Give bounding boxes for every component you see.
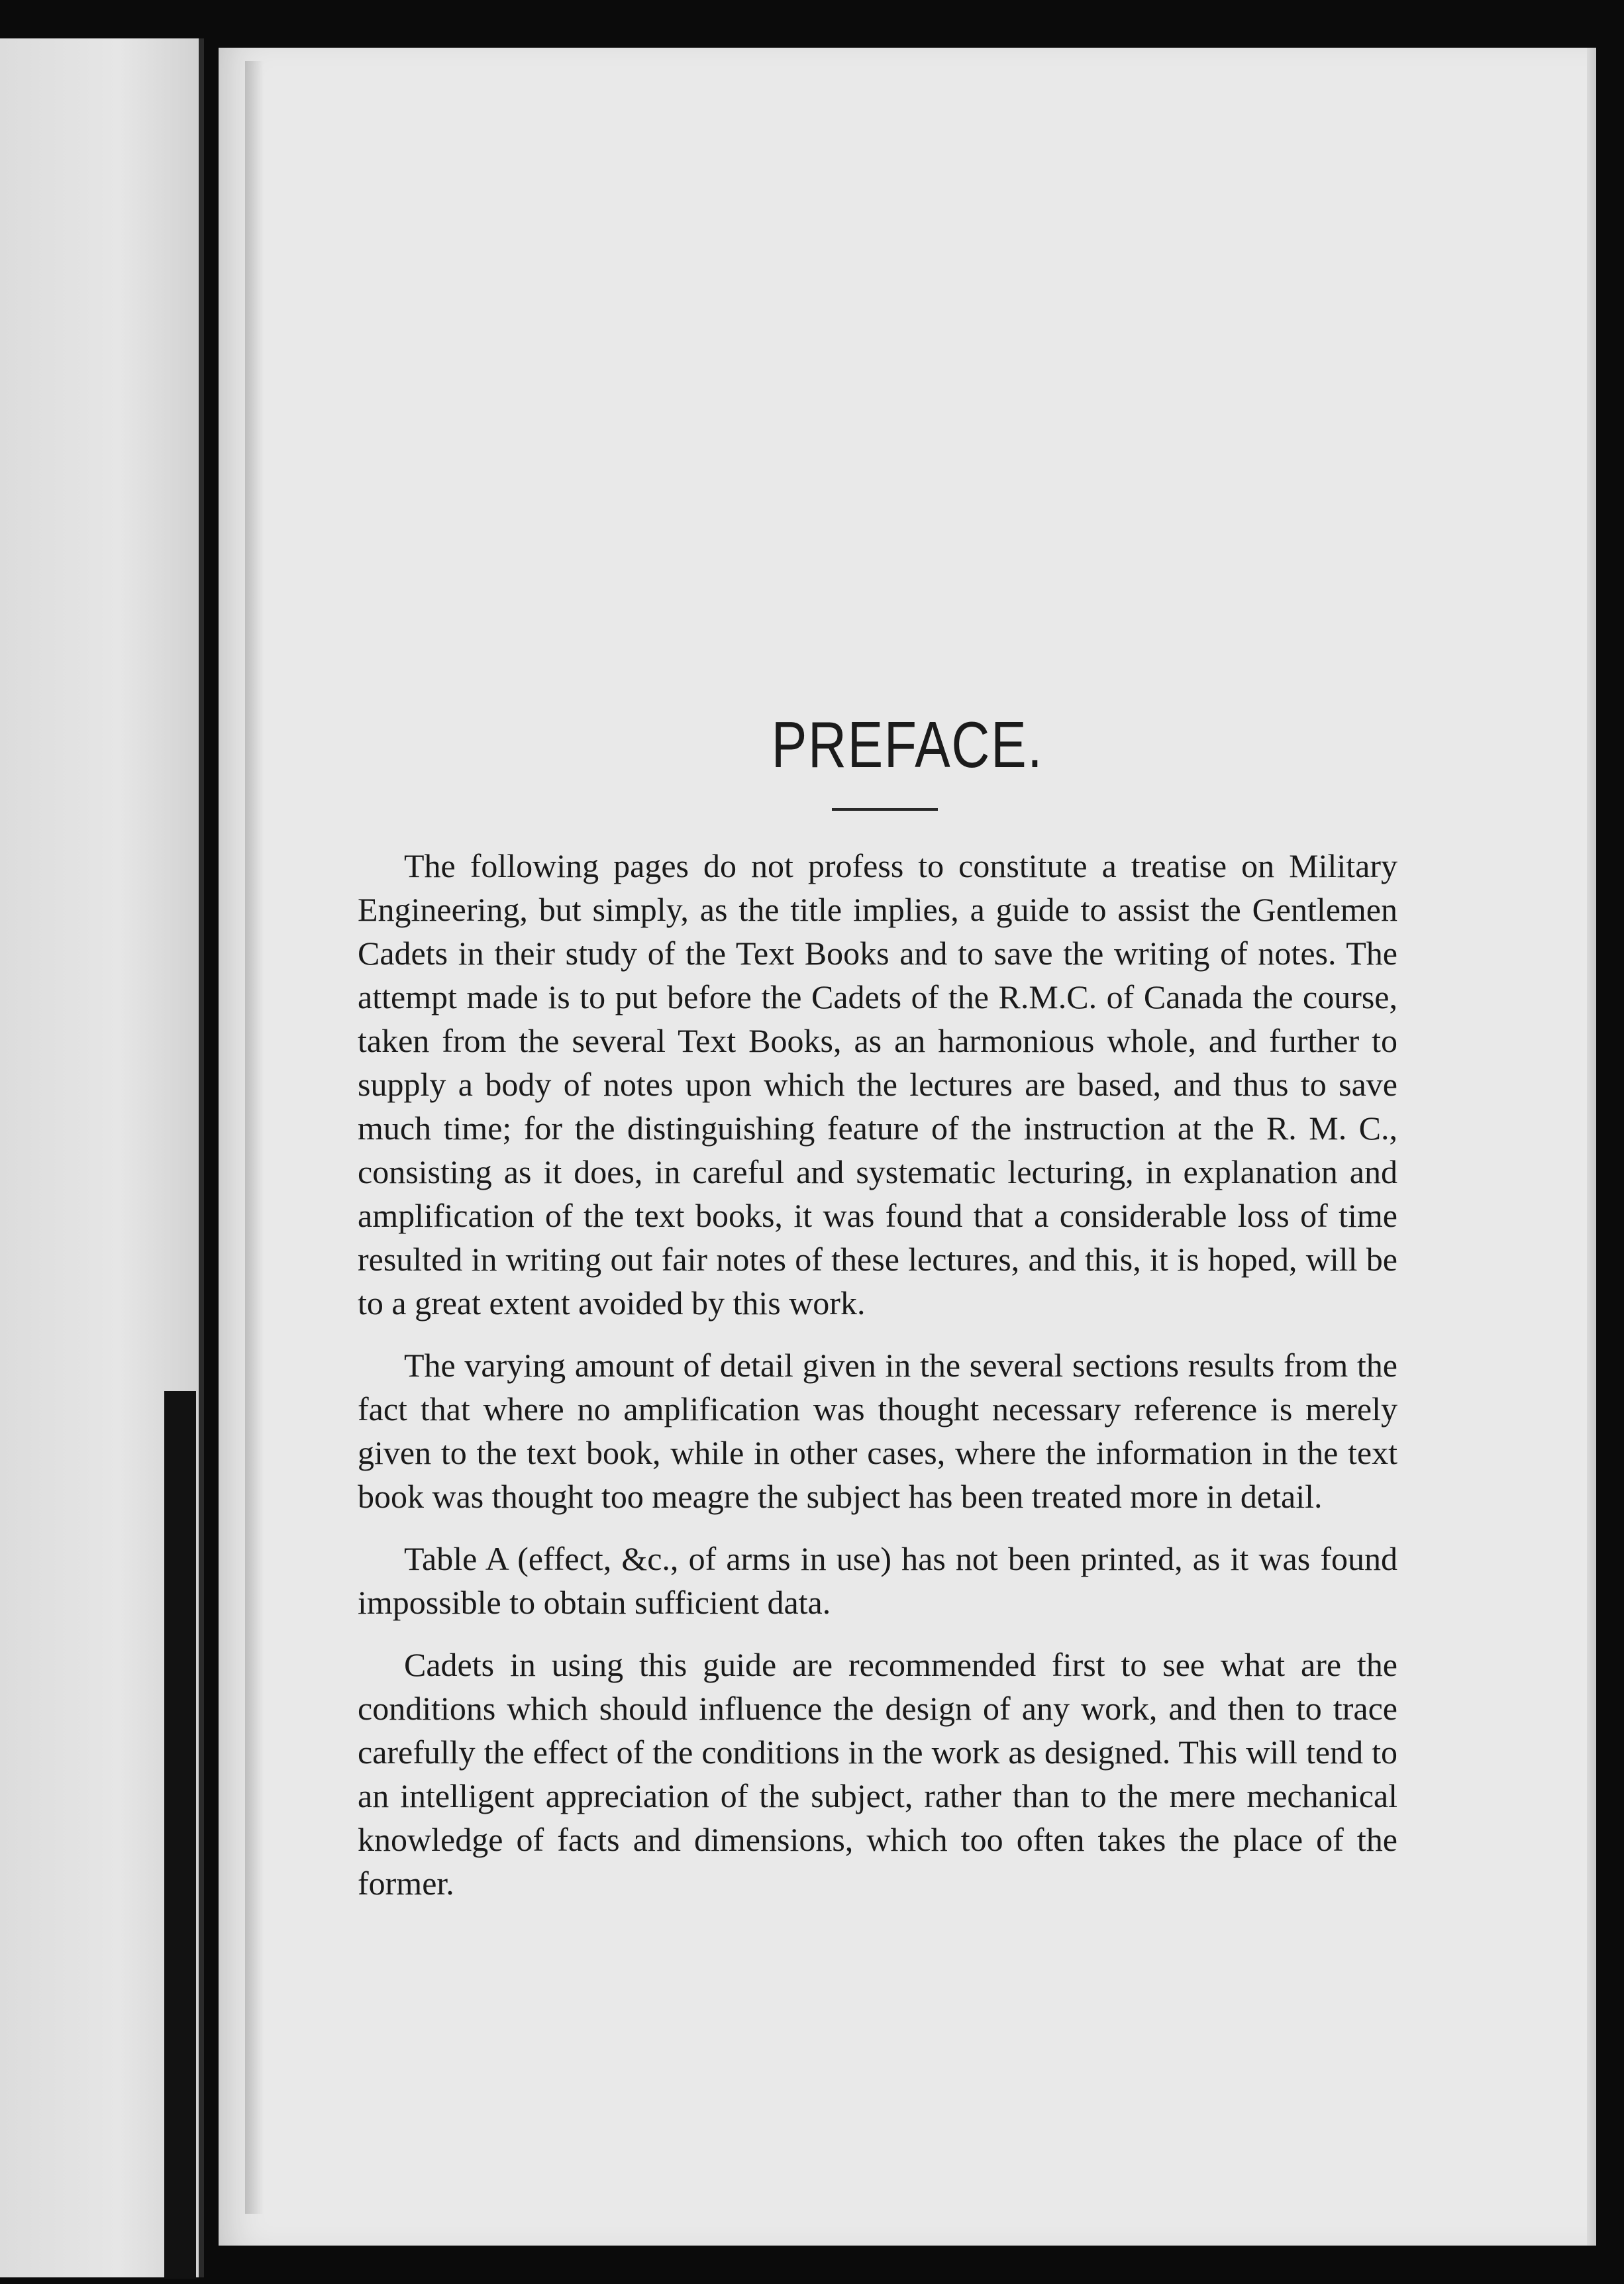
paragraph-1: The following pages do not profess to constitute a treatise on Military Engineering, but simply, as the title implies, a guide to assist the Gentlemen Cadets in their study of the Text Books and to save the writing of notes. The attempt made is to put before the Cadets of the R.M.C. of Canada the course, taken from the several Text Books, as an harmonious whole, and further to supply a body of notes upon which the lectures are based, and thus to save much time; for the distinguishing feature of the instruction at the R. M. C., consisting as it does, in careful and systematic lecturing, in explanation and amplification of the text books, it was found that a considerable loss of time resulted in writing out fair notes of these lectures, and this, it is hoped, will be to a great extent avoided by this work. [358, 847, 1397, 1322]
paragraph-4: Cadets in using this guide are recommended first to see what are the conditions which should influence the design of any work, and then to trace carefully the effect of the conditions in the work as designed. This will tend to an intelligent appreciation of the subject, rather than to the mere mechanical knowledge of facts and dimensions, which too often takes the place of the former. [358, 1646, 1397, 1902]
paragraph-3: Table A (effect, &c., of arms in use) has not been printed, as it was found impossible to obtain sufficient data. [358, 1540, 1397, 1621]
page-right-edge [1587, 48, 1596, 2246]
binding-gutter [164, 1391, 196, 2279]
binding-shadow [245, 61, 264, 2214]
page-title: PREFACE. [771, 707, 1044, 781]
preface-body [358, 844, 1397, 1905]
title-rule [832, 808, 938, 811]
page-edge-divider [199, 38, 204, 2277]
paragraph-2: The varying amount of detail given in the several sections results from the fact that where no amplification was thought necessary reference is merely given to the text book, while in other cases, where the information in the text book was thought too meagre the subject has been treated more in detail. [358, 1347, 1397, 1515]
preface-page [219, 48, 1596, 2246]
